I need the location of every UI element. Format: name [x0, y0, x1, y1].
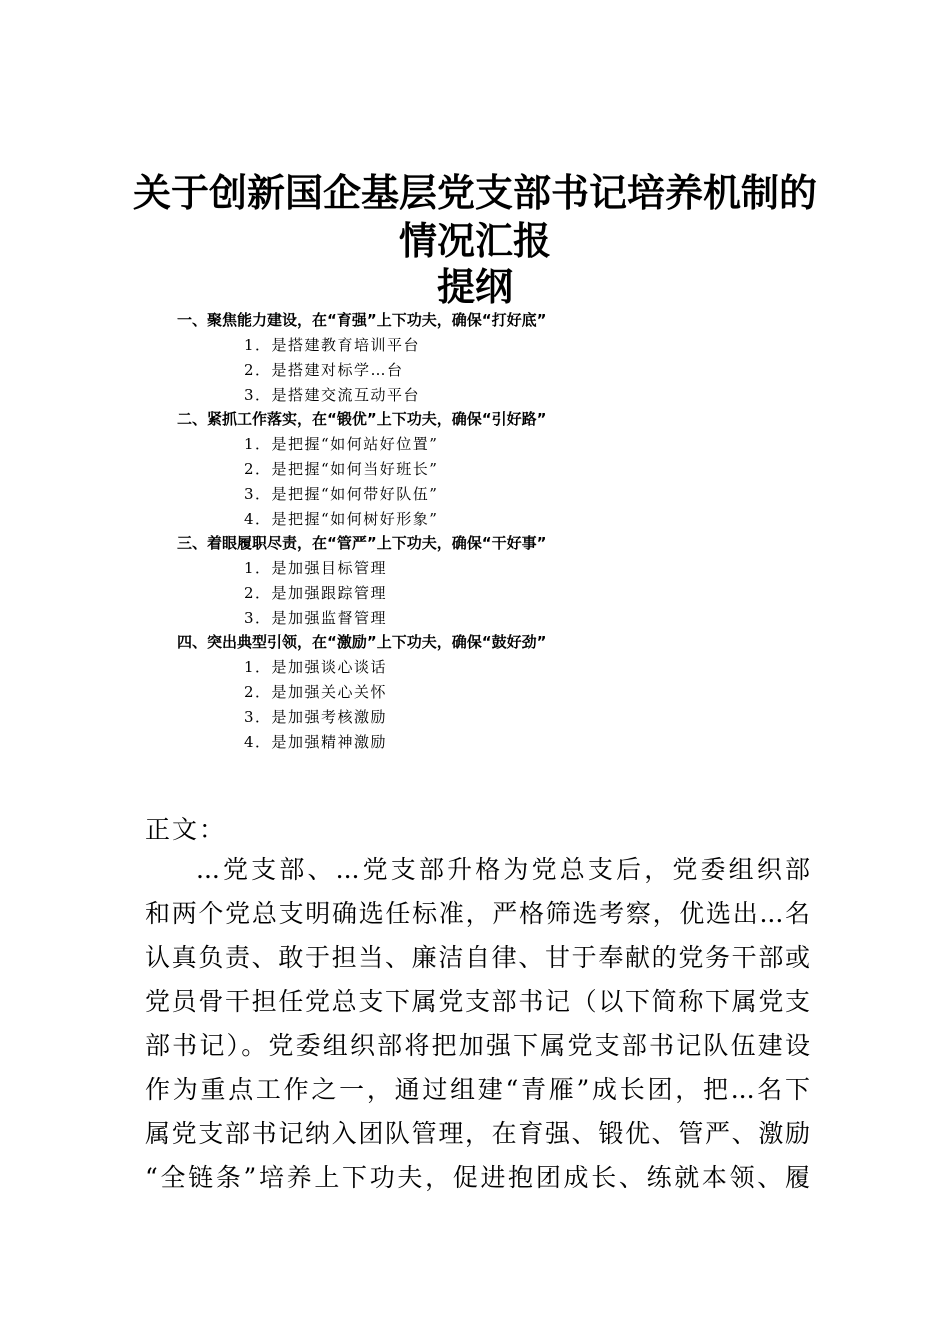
outline-heading: 提纲 — [436, 264, 513, 309]
outline-item: 2．是加强关心关怀 — [244, 683, 388, 701]
body-text-line: 属党支部书记纳入团队管理，在育强、锻优、管严、激励 — [145, 1119, 810, 1148]
outline-item: 2．是加强跟踪管理 — [244, 584, 388, 602]
body-text-line: ...党支部、...党支部升格为党总支后，党委组织部 — [196, 855, 810, 884]
body-label: 正文： — [145, 815, 227, 844]
outline-item: 1．是加强谈心谈话 — [244, 658, 388, 676]
outline-item: 2．是把握“如何当好班长” — [244, 460, 439, 478]
outline-item: 1．是搭建教育培训平台 — [244, 336, 421, 354]
outline-item: 3．是搭建交流互动平台 — [244, 386, 421, 404]
body-text-line: 和两个党总支明确选任标准，严格筛选考察，优选出...名 — [145, 899, 810, 928]
body-text-line: 作为重点工作之一，通过组建“青雁”成长团，把...名下 — [145, 1075, 810, 1104]
body-text-line: 认真负责、敢于担当、廉洁自律、甘于奉献的党务干部或 — [145, 943, 810, 972]
outline-item: 2．是搭建对标学…台 — [244, 361, 404, 379]
body-text-line: 部书记）。党委组织部将把加强下属党支部书记队伍建设 — [145, 1031, 810, 1060]
outline-section-heading: 四、突出典型引领，在“激励”上下功夫，确保“鼓好劲” — [177, 633, 547, 651]
outline-section-heading: 二、紧抓工作落实，在“锻优”上下功夫，确保“引好路” — [177, 410, 547, 428]
body-text-line: 党员骨干担任党总支下属党支部书记（以下简称下属党支 — [145, 987, 810, 1016]
outline-item: 3．是加强监督管理 — [244, 609, 388, 627]
outline-section-heading: 三、着眼履职尽责，在“管严”上下功夫，确保“干好事” — [177, 534, 547, 552]
outline-item: 1．是加强目标管理 — [244, 559, 388, 577]
outline-item: 1．是把握“如何站好位置” — [244, 435, 439, 453]
document-title-line-2: 情况汇报 — [398, 218, 551, 263]
body-text-line: “全链条”培养上下功夫，促进抱团成长、练就本领、履 — [145, 1163, 810, 1192]
document-title-line-1: 关于创新国企基层党支部书记培养机制的 — [132, 170, 817, 215]
outline-item: 4．是把握“如何树好形象” — [244, 510, 439, 528]
outline-section-heading: 一、聚焦能力建设，在“育强”上下功夫，确保“打好底” — [177, 311, 547, 329]
outline-item: 3．是加强考核激励 — [244, 708, 388, 726]
outline-item: 3．是把握“如何带好队伍” — [244, 485, 439, 503]
outline-item: 4．是加强精神激励 — [244, 733, 388, 751]
